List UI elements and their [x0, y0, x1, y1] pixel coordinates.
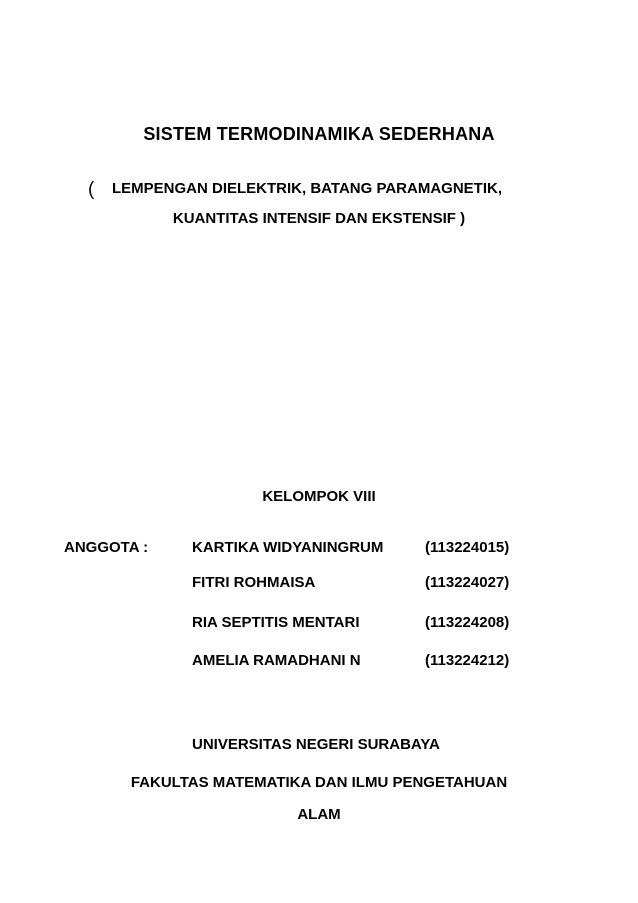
member-nim: (113224027)	[425, 574, 510, 591]
subtitle-line-2: KUANTITAS INTENSIF DAN EKSTENSIF )	[172, 210, 466, 227]
faculty-line-1: FAKULTAS MATEMATIKA DAN ILMU PENGETAHUAN	[130, 774, 508, 791]
university-name: UNIVERSITAS NEGERI SURABAYA	[192, 736, 440, 753]
members-label: ANGGOTA :	[64, 539, 149, 556]
member-nim: (113224208)	[425, 614, 510, 631]
member-nim: (113224015)	[425, 539, 510, 556]
group-name: KELOMPOK VIII	[262, 488, 376, 505]
member-name: FITRI ROHMAISA	[192, 574, 316, 591]
document-title: SISTEM TERMODINAMIKA SEDERHANA	[143, 124, 495, 144]
faculty-line-2: ALAM	[297, 806, 341, 823]
member-nim: (113224212)	[425, 652, 510, 669]
member-name: RIA SEPTITIS MENTARI	[192, 614, 360, 631]
subtitle-open-paren: (	[88, 179, 95, 200]
member-name: KARTIKA WIDYANINGRUM	[192, 539, 384, 556]
member-name: AMELIA RAMADHANI N	[192, 652, 361, 669]
subtitle-line-1: LEMPENGAN DIELEKTRIK, BATANG PARAMAGNETIK,	[112, 180, 502, 197]
